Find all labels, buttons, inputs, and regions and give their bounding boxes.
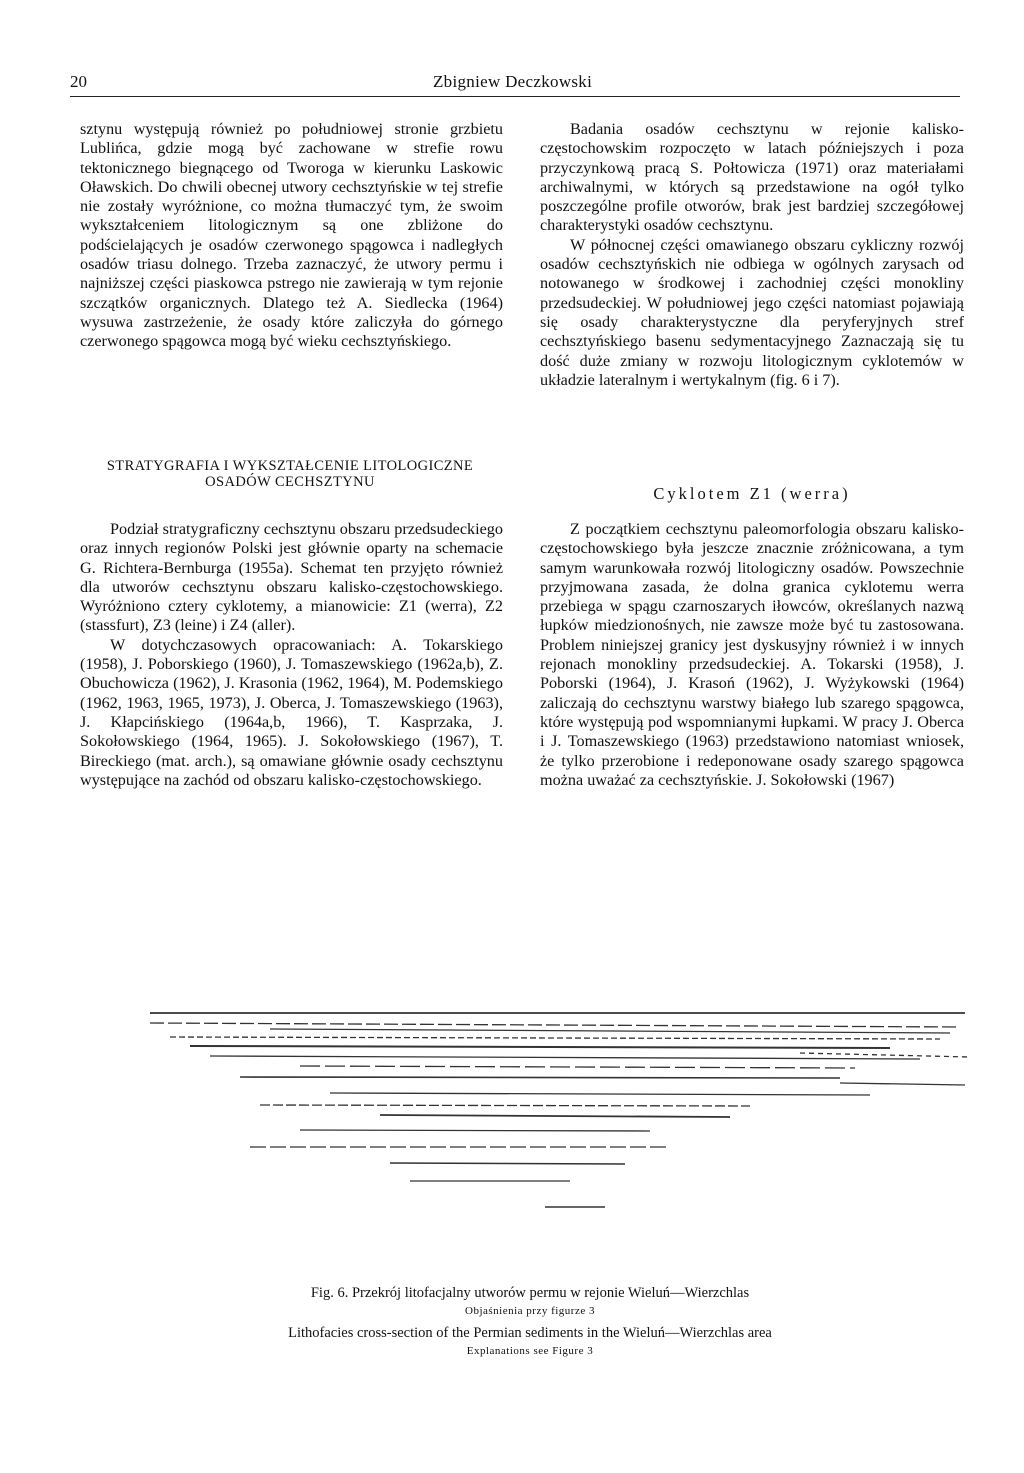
left-column-bottom	[80, 520, 503, 790]
figure-caption-en: Lithofacies cross-section of the Permian sediments in the Wieluń—Wierzchlas area	[288, 1325, 772, 1341]
page-header	[70, 70, 960, 97]
cross-section-figure	[150, 1005, 980, 1215]
left-paragraph-2: Podział stratygraficzny cechsztynu obszaru przedsudeckiego oraz innych regionów Polski jest głównie oparty na schemacie G. Richtera-Bernburga (1955a). Schemat ten przyjęto również dla utworów cechsztynu obszaru kalisko-częstochowskiego. Wyróżniono cztery cyklotemy, a mianowicie: Z1 (werra), Z2 (stassfurt), Z3 (leine) i Z4 (aller).	[80, 520, 503, 635]
section-title-line-1: STRATYGRAFIA I WYKSZTAŁCENIE LITOLOGICZNE	[106, 458, 474, 474]
figure-note-pl: Objaśnienia przy figurze 3	[465, 1305, 595, 1317]
left-column-top	[80, 120, 503, 352]
figure-note-en: Explanations see Figure 3	[466, 1345, 594, 1357]
right-paragraph-3: Z początkiem cechsztynu paleomorfologia obszaru kalisko-częstochowskiego była jeszcze znacznie zróżnicowana, a tym samym warunkowała rozwój litologiczny osadów. Powszechnie przyjmowana zasada, że dolna granica cyklotemu werra przebiega w spągu czarnoszarych iłowców, określanych nazwą łupków miedzionośnych, nie zawsze może być tu zastosowana. Problem niniejszej granicy jest dyskusyjny również i w innych rejonach monokliny przedsudeckiej. A. Tokarski (1958), J. Poborski (1964), J. Krasoń (1962), J. Wyżykowski (1964) zaliczają do cechsztynu warstwy białego lub szarego spągowca, które występują pod wspomnianymi łupkami. W pracy J. Oberca i J. Tomaszewskiego (1963) przedstawiono natomiast wniosek, że tylko przerobione i redeponowane osady szarego spągowca można uważać za cechsztyńskie. J. Sokołowski (1967)	[540, 520, 964, 789]
right-paragraph-2: W północnej części omawianego obszaru cykliczny rozwój osadów cechsztyńskich nie odbiega w ogólnych zarysach od notowanego w środkowej i zachodniej części monokliny przedsudeckiej. W południowej jego części natomiast pojawiają się osady charakterystyczne dla peryferyjnych stref cechsztyńskiego basenu sedymentacyjnego Zaznaczają się tu dość duże zmiany w rozwoju litologicznym cyklotemów w układzie lateralnym i wertykalnym (fig. 6 i 7).	[540, 235, 964, 389]
page-number: 20	[70, 72, 87, 91]
figure-caption-pl: Fig. 6. Przekrój litofacjalny utworów permu w rejonie Wieluń—Wierzchlas	[310, 1285, 750, 1301]
right-paragraph-1: Badania osadów cechsztynu w rejonie kalisko-częstochowskim rozpoczęto w latach późniejszych i poza przyczynkową pracą S. Połtowicza (1971) oraz materiałami archiwalnymi, w których są przedstawione na ogół tylko poszczególne profile otworów, brak jest bardziej szczegółowej charakterystyki osadów cechsztynu.	[540, 120, 964, 235]
left-paragraph-3: W dotychczasowych opracowaniach: A. Tokarskiego (1958), J. Poborskiego (1960), J. Tomaszewskiego (1962a,b), Z. Obuchowicza (1962), J. Krasonia (1962, 1964), M. Podemskiego (1962, 1963, 1965, 1973), J. Oberca, J. Tomaszewskiego (1963), J. Kłapcińskiego (1964a,b, 1966), T. Kasprzaka, J. Sokołowskiego (1964, 1965). J. Sokołowskiego (1967), T. Bireckiego (mat. arch.), są omawiane głównie osady cechsztynu występujące na zachód od obszaru kalisko-częstochowskiego.	[80, 635, 503, 789]
section-title	[60, 458, 520, 490]
left-paragraph-1: sztynu występują również po południowej stronie grzbietu Lublińca, gdzie mogą być zachowane w strefie rowu tektonicznego biegnącego od Tworoga w kierunku Laskowic Oławskich. Do chwili obecnej utwory cechsztyńskie w tej strefie nie zostały wyróżnione, co można tłumaczyć tym, że swoim wykształceniem litologicznym są one zbliżone do podścielających je osadów czerwonego spągowca i nadległych osadów triasu dolnego. Trzeba zaznaczyć, że utwory permu i najniższej części piaskowca pstrego nie zawierają w tym rejonie szczątków organicznych. Dlatego też A. Siedlecka (1964) wysuwa zastrzeżenie, że osady które zaliczyła do górnego czerwonego spągowca mogą być wieku cechsztyńskiego.	[80, 120, 503, 351]
section-title-line-2: OSADÓW CECHSZTYNU	[205, 474, 375, 490]
right-column-bottom	[540, 520, 964, 790]
right-column-top	[540, 120, 964, 390]
cyclothem-title: Cyklotem Z1 (werra)	[653, 484, 851, 503]
running-head: Zbigniew Deczkowski	[433, 72, 593, 91]
